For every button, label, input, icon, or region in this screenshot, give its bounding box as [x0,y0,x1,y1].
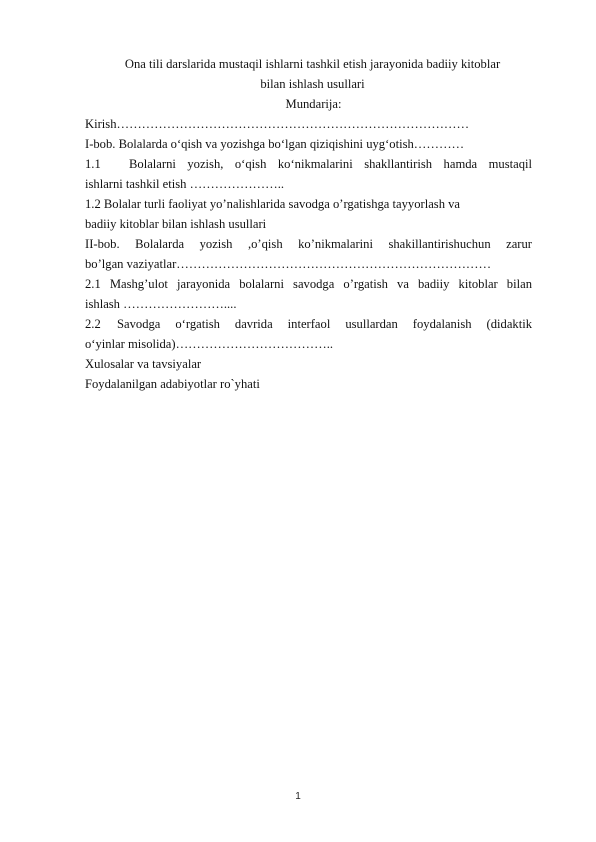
toc-entry-1-1-text: Bolalarni yozish, o‘qish ko‘nikmalarini shakllantirish hamda mustaqil [129,157,532,171]
toc-entry-1-1-line-2: ishlarni tashkil etish ………………….. [85,177,285,191]
toc-entry-2-1-line-1: 2.1 Mashg’ulot jarayonida bolalarni savodga o’rgatish va badiiy kitoblar bilan [85,277,532,291]
toc-entry-introduction: Kirish………………………………………………………………………… [85,117,470,131]
toc-entry-conclusions: Xulosalar va tavsiyalar [85,357,202,371]
toc-entry-2-2-line-2: o‘yinlar misolida)……………………………….. [85,337,334,351]
toc-entry-references: Foydalanilgan adabiyotlar ro`yhati [85,377,260,391]
title-line-1: Ona tili darslarida mustaqil ishlarni tashkil etish jarayonida badiiy kitoblar [124,57,501,71]
toc-entry-chapter-2-line-2: bo’lgan vaziyatlar………………………………………………………………… [85,257,492,271]
toc-entry-1-2-line-2: badiiy kitoblar bilan ishlash usullari [85,217,267,231]
toc-entry-1-2-line-1: 1.2 Bolalar turli faoliyat yo’nalishlarida savodga o’rgatishga tayyorlash va [85,197,461,211]
title-line-2: bilan ishlash usullari [260,77,365,91]
toc-entry-1-1-line-1 [85,154,532,174]
document-title [85,54,532,94]
toc-entry-chapter-1: I-bob. Bolalarda o‘qish va yozishga bo‘lgan qiziqishini uyg‘otish………… [85,137,465,151]
toc-entry-1-1-number: 1.1 [85,157,101,171]
toc-entry-1-2 [85,194,532,234]
toc-entry-2-2-text: Savodga o‘rgatish davrida interfaol usullardan foydalanish (didaktik [117,317,532,331]
toc-entry-2-1 [85,274,532,314]
toc-entry-2-2-line-1 [85,314,532,334]
toc-entry-chapter-2-line-1: II-bob. Bolalarda yozish ,o’qish ko’nikmalarini shakillantirishuchun zarur [85,237,532,251]
contents-heading: Mundarija: [285,97,342,111]
page-number: 1 [295,791,301,802]
toc-entry-2-2 [85,314,532,354]
toc-entry-2-1-line-2: ishlash …………………….... [85,297,237,311]
toc-entry-1-1 [85,154,532,194]
toc-entry-2-2-number: 2.2 [85,317,101,331]
toc-entry-chapter-2 [85,234,532,274]
table-of-contents [85,54,532,394]
